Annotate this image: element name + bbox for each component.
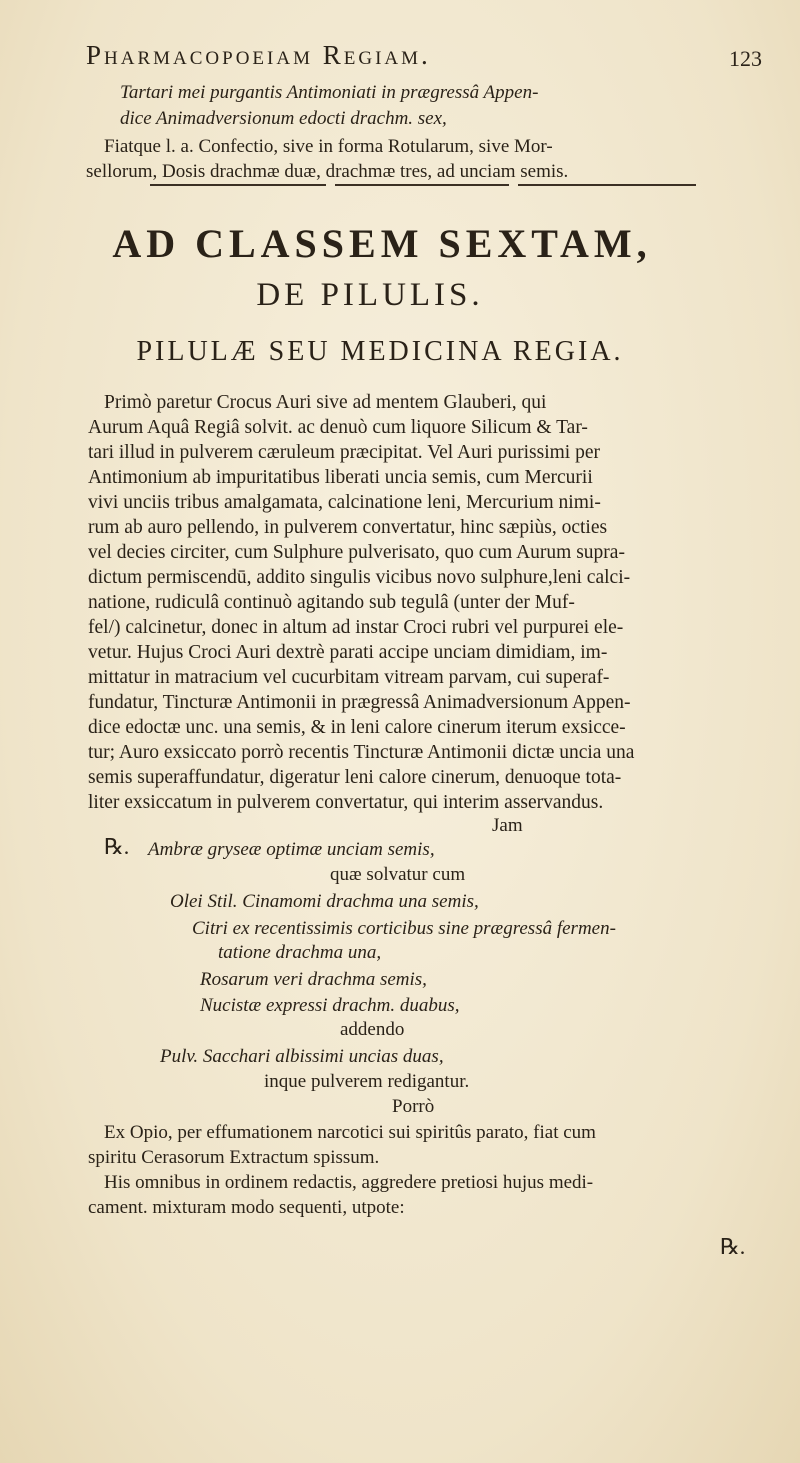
paragraph-line-7: vel decies circiter, cum Sulphure pulverisato, quo cum Aurum supra- (88, 542, 625, 563)
paragraph-line-1: Primò paretur Crocus Auri sive ad mentem Glauberi, qui (104, 392, 547, 413)
top-line-4: sellorum, Dosis drachmæ duæ, drachmæ tres, ad unciam semis. (86, 161, 569, 182)
recipe-line-8: addendo (340, 1019, 405, 1040)
recipe-heading: PILULÆ SEU MEDICINA REGIA. (136, 336, 624, 367)
bottom-rx-symbol: ℞. (720, 1234, 746, 1259)
recipe-line-5: tatione drachma una, (218, 942, 382, 963)
recipe-line-9: Pulv. Sacchari albissimi uncias duas, (160, 1046, 444, 1067)
recipe-line-4: Citri ex recentissimis corticibus sine prægressâ fermen- (192, 918, 616, 939)
paragraph-line-10: fel/) calcinetur, donec in altum ad instar Croci rubri vel purpurei ele- (88, 617, 624, 638)
divider-rule-left (150, 184, 326, 186)
top-line-3: Fiatque l. a. Confectio, sive in forma Rotularum, sive Mor- (104, 136, 553, 157)
divider-rule-right (518, 184, 696, 186)
recipe-line-6: Rosarum veri drachma semis, (200, 969, 427, 990)
paragraph-line-8: dictum permiscendū, addito singulis vicibus novo sulphure,leni calci- (88, 567, 631, 588)
closing-line-2: spiritu Cerasorum Extractum spissum. (88, 1147, 380, 1168)
divider-rule-middle (335, 184, 509, 186)
closing-line-1: Ex Opio, per effumationem narcotici sui spiritûs parato, fiat cum (104, 1122, 596, 1143)
paragraph-line-17: liter exsiccatum in pulverem convertatur, qui interim asservandus. (88, 792, 604, 813)
closing-line-4: cament. mixturam modo sequenti, utpote: (88, 1197, 405, 1218)
paragraph-line-9: natione, rudiculâ continuò agitando sub tegulâ (unter der Muf- (88, 592, 575, 613)
recipe-line-10: inque pulverem redigantur. (264, 1071, 470, 1092)
recipe-line-3: Olei Stil. Cinamomi drachma una semis, (170, 891, 479, 912)
section-heading: AD CLASSEM SEXTAM, (112, 221, 652, 266)
paragraph-line-14: dice edoctæ unc. una semis, & in leni calore cinerum iterum exsicce- (88, 717, 626, 738)
recipe-line-1: Ambræ gryseæ optimæ unciam semis, (148, 839, 435, 860)
running-title: Pharmacopoeiam Regiam. (86, 40, 431, 70)
closing-line-3: His omnibus in ordinem redactis, aggredere pretiosi hujus medi- (104, 1172, 594, 1193)
paragraph-line-5: vivi unciis tribus amalgamata, calcinatione leni, Mercurium nimi- (88, 492, 601, 513)
page-number: 123 (729, 46, 762, 71)
section-subheading: DE PILULIS. (256, 277, 484, 313)
running-head (86, 40, 776, 76)
catchword: Jam (492, 815, 523, 836)
rx-symbol: ℞. (104, 834, 130, 859)
paragraph-line-12: mittatur in matracium vel cucurbitam vitream parvam, cui superaf- (88, 667, 610, 688)
recipe-line-7: Nucistæ expressi drachm. duabus, (200, 995, 460, 1016)
paragraph-line-15: tur; Auro exsiccato porrò recentis Tincturæ Antimonii dictæ uncia una (88, 742, 635, 763)
recipe-line-2: quæ solvatur cum (330, 864, 466, 885)
paragraph-line-16: semis superaffundatur, digeratur leni calore cinerum, denuoque tota- (88, 767, 622, 788)
paragraph-line-6: rum ab auro pellendo, in pulverem convertatur, hinc sæpiùs, octies (88, 517, 608, 538)
paragraph-line-11: vetur. Hujus Croci Auri dextrè parati accipe unciam dimidiam, im- (88, 642, 608, 663)
recipe-line-11: Porrò (392, 1096, 435, 1117)
top-line-2: dice Animadversionum edocti drachm. sex, (120, 108, 447, 129)
paragraph-line-2: Aurum Aquâ Regiâ solvit. ac denuò cum liquore Silicum & Tar- (88, 417, 588, 438)
top-line-1: Tartari mei purgantis Antimoniati in prægressâ Appen- (120, 82, 539, 103)
paragraph-line-13: fundatur, Tincturæ Antimonii in prægressâ Animadversionum Appen- (88, 692, 631, 713)
paragraph-line-3: tari illud in pulverem cæruleum præcipitat. Vel Auri purissimi per (88, 442, 600, 463)
paragraph-line-4: Antimonium ab impuritatibus liberati uncia semis, cum Mercurii (88, 467, 593, 488)
